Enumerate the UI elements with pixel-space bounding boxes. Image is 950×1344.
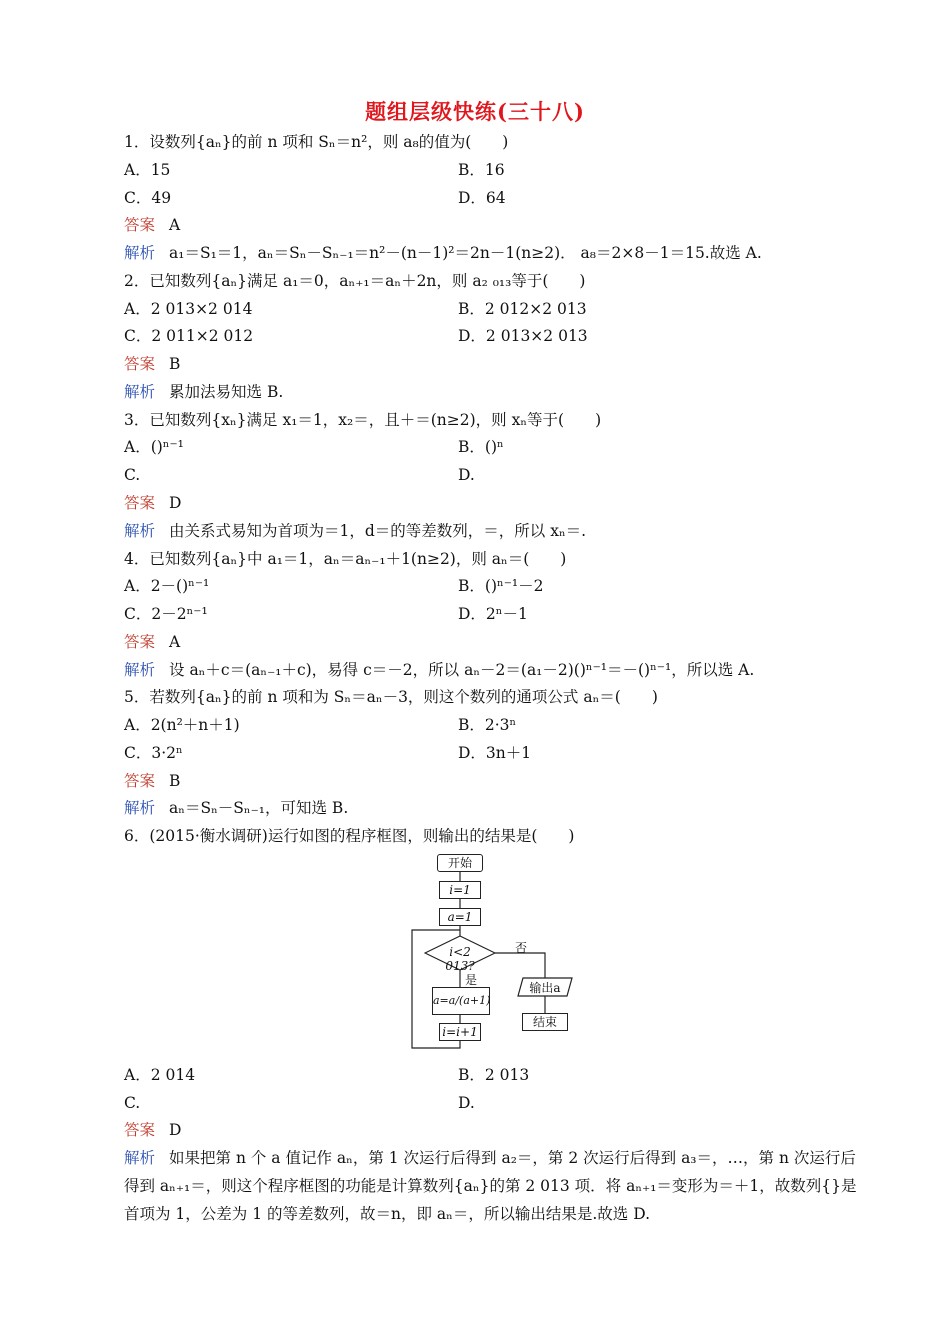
flow-output: 输出a bbox=[529, 981, 561, 995]
flow-increment: i=i+1 bbox=[439, 1023, 481, 1041]
q1-option-c: C．49 bbox=[124, 189, 172, 207]
q4-answer bbox=[124, 631, 180, 653]
q1-option-a: A．15 bbox=[124, 161, 171, 179]
explanation-label: 解析 bbox=[124, 522, 156, 540]
answer-label: 答案 bbox=[124, 1121, 156, 1139]
q2-answer bbox=[124, 353, 180, 375]
q1-option-b: B．16 bbox=[458, 161, 505, 179]
q5-option-b: B．2·3ⁿ bbox=[458, 716, 517, 734]
q1-option-d: D．64 bbox=[458, 189, 506, 207]
answer-value: A bbox=[169, 216, 181, 234]
q3-explanation bbox=[124, 520, 586, 542]
q3-stem: 3．已知数列{xₙ}满足 x₁＝1，x₂＝，且＋＝(n≥2)，则 xₙ等于( ) bbox=[124, 411, 602, 429]
q5-explanation bbox=[124, 797, 348, 819]
flow-init-i: i=1 bbox=[439, 881, 481, 899]
explanation-text: 累加法易知选 B. bbox=[169, 383, 284, 401]
answer-label: 答案 bbox=[124, 216, 156, 234]
flow-no-label: 否 bbox=[515, 941, 528, 955]
explanation-label: 解析 bbox=[124, 661, 156, 679]
q5-answer bbox=[124, 770, 180, 792]
q6-explanation bbox=[124, 1144, 864, 1228]
q2-explanation bbox=[124, 381, 283, 403]
explanation-text: 如果把第 n 个 a 值记作 aₙ，第 1 次运行后得到 a₂＝，第 2 次运行后得到 a₃＝，…，第 n 次运行后得到 aₙ₊₁＝，则这个程序框图的功能是计算数列{aₙ}的第 2 013 项．将 aₙ₊₁＝变形为＝＋1，故数列{}是首项为 1，公差为 1 的等差数列，故＝n，即 aₙ＝，所以输出结果是.故选 D. bbox=[124, 1149, 857, 1223]
answer-label: 答案 bbox=[124, 355, 156, 373]
flow-condition: i<2 013? bbox=[445, 945, 475, 973]
q2-option-c: C．2 011×2 012 bbox=[124, 327, 254, 345]
explanation-text: a₁＝S₁＝1，aₙ＝Sₙ－Sₙ₋₁＝n²－(n－1)²＝2n－1(n≥2)． a₈＝2×8－1＝15.故选 A. bbox=[169, 244, 762, 262]
answer-value: A bbox=[169, 633, 181, 651]
q5-option-a: A．2(n²＋n＋1) bbox=[124, 716, 240, 734]
q4-option-d: D．2ⁿ－1 bbox=[458, 605, 528, 623]
answer-value: B bbox=[169, 355, 181, 373]
q4-explanation bbox=[124, 659, 754, 681]
q6-option-d: D. bbox=[458, 1094, 475, 1112]
flow-init-a: a=1 bbox=[439, 908, 481, 926]
explanation-label: 解析 bbox=[124, 1149, 156, 1167]
answer-value: D bbox=[169, 494, 182, 512]
q6-option-b: B．2 013 bbox=[458, 1066, 530, 1084]
q4-option-c: C．2－2ⁿ⁻¹ bbox=[124, 605, 208, 623]
program-flowchart bbox=[405, 852, 585, 1052]
answer-label: 答案 bbox=[124, 633, 156, 651]
q1-stem: 1．设数列{aₙ}的前 n 项和 Sₙ＝n²，则 a₈的值为( ) bbox=[124, 133, 509, 151]
q4-option-b: B．()ⁿ⁻¹－2 bbox=[458, 577, 544, 595]
explanation-text: 设 aₙ＋c＝(aₙ₋₁＋c)，易得 c＝－2，所以 aₙ－2＝(a₁－2)()ⁿ⁻¹＝－()ⁿ⁻¹，所以选 A. bbox=[169, 661, 755, 679]
q3-answer bbox=[124, 492, 181, 514]
q2-option-d: D．2 013×2 013 bbox=[458, 327, 588, 345]
flow-assign: a=a/(a+1) bbox=[432, 987, 490, 1015]
answer-label: 答案 bbox=[124, 494, 156, 512]
explanation-label: 解析 bbox=[124, 799, 156, 817]
q3-option-d: D. bbox=[458, 466, 475, 484]
q6-stem: 6．(2015·衡水调研)运行如图的程序框图，则输出的结果是( ) bbox=[124, 827, 575, 845]
q1-explanation bbox=[124, 242, 762, 264]
q5-stem: 5．若数列{aₙ}的前 n 项和为 Sₙ＝aₙ－3，则这个数列的通项公式 aₙ＝( ) bbox=[124, 688, 658, 706]
q2-option-a: A．2 013×2 014 bbox=[124, 300, 253, 318]
q3-option-a: A．()ⁿ⁻¹ bbox=[124, 438, 184, 456]
q5-option-c: C．3·2ⁿ bbox=[124, 744, 183, 762]
explanation-label: 解析 bbox=[124, 383, 156, 401]
answer-label: 答案 bbox=[124, 772, 156, 790]
q6-option-a: A．2 014 bbox=[124, 1066, 196, 1084]
q3-option-b: B．()ⁿ bbox=[458, 438, 504, 456]
flow-yes-label: 是 bbox=[465, 973, 478, 987]
q6-option-c: C. bbox=[124, 1094, 141, 1112]
page-title: 题组层级快练(三十八) bbox=[365, 99, 585, 124]
explanation-text: aₙ＝Sₙ－Sₙ₋₁，可知选 B. bbox=[169, 799, 349, 817]
q1-answer bbox=[124, 214, 180, 236]
q6-answer bbox=[124, 1119, 181, 1141]
q2-option-b: B．2 012×2 013 bbox=[458, 300, 587, 318]
q4-stem: 4．已知数列{aₙ}中 a₁＝1，aₙ＝aₙ₋₁＋1(n≥2)，则 aₙ＝( ) bbox=[124, 550, 567, 568]
flow-start: 开始 bbox=[437, 854, 483, 872]
explanation-text: 由关系式易知为首项为＝1，d＝的等差数列，＝，所以 xₙ＝. bbox=[169, 522, 587, 540]
answer-value: D bbox=[169, 1121, 182, 1139]
q4-option-a: A．2－()ⁿ⁻¹ bbox=[124, 577, 210, 595]
answer-value: B bbox=[169, 772, 181, 790]
q5-option-d: D．3n＋1 bbox=[458, 744, 532, 762]
q3-option-c: C. bbox=[124, 466, 141, 484]
explanation-label: 解析 bbox=[124, 244, 156, 262]
flow-end: 结束 bbox=[522, 1013, 568, 1031]
q2-stem: 2．已知数列{aₙ}满足 a₁＝0，aₙ₊₁＝aₙ＋2n，则 a₂ ₀₁₃等于( ) bbox=[124, 272, 586, 290]
